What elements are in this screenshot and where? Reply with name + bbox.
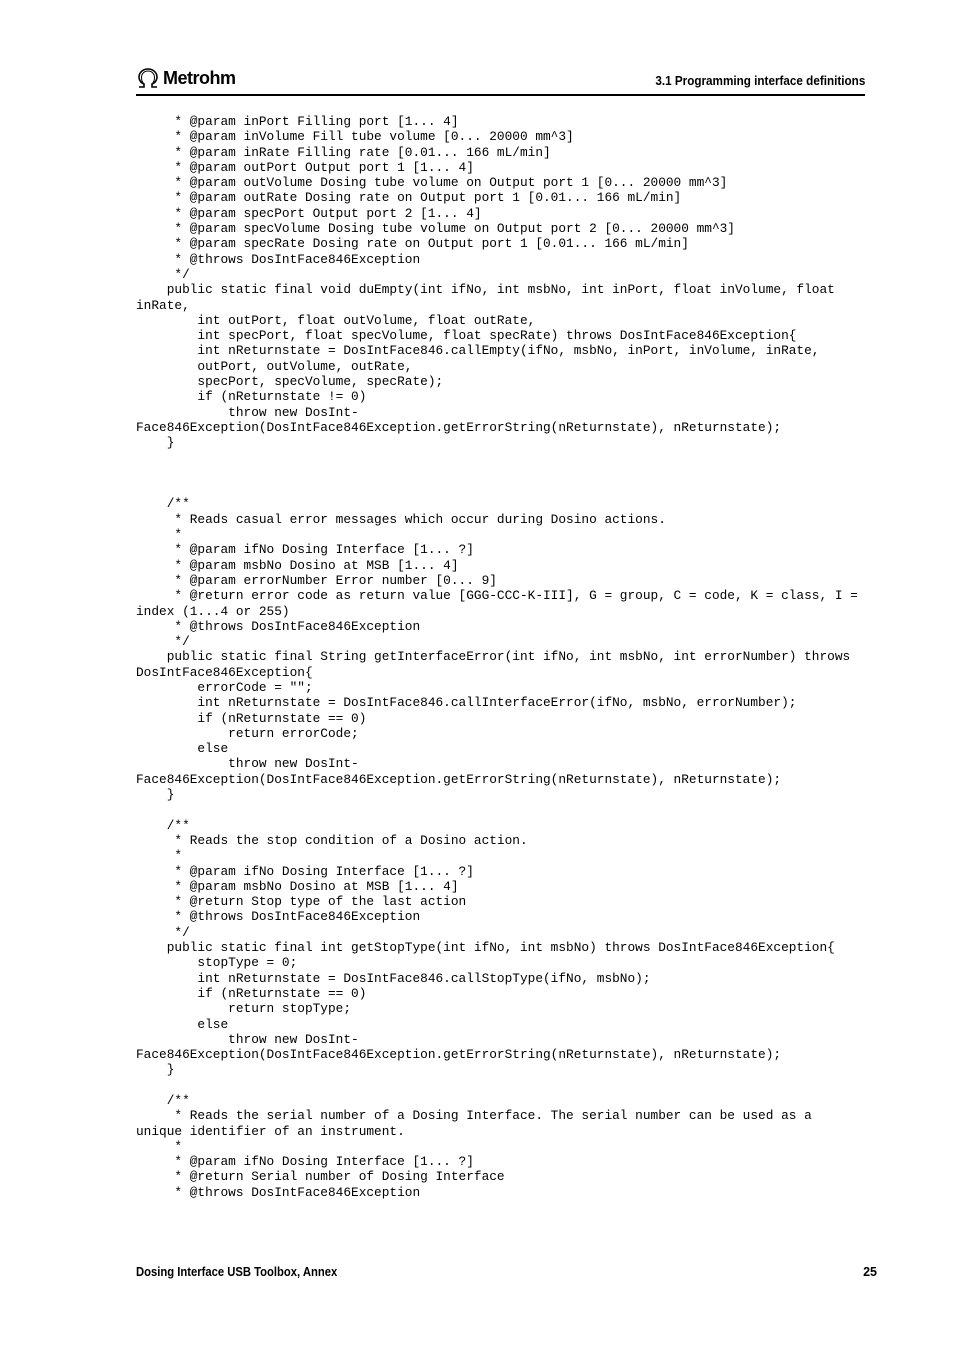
- logo-text: Metrohm: [163, 67, 236, 88]
- page-header: [136, 66, 865, 96]
- omega-logo-icon: [136, 67, 160, 89]
- footer-page-number: 25: [863, 1265, 877, 1279]
- metrohm-logo: [136, 66, 236, 90]
- footer-document-title: Dosing Interface USB Toolbox, Annex: [136, 1265, 338, 1279]
- section-title: 3.1 Programming interface definitions: [655, 73, 865, 88]
- code-listing: * @param inPort Filling port [1... 4] * @param inVolume Fill tube volume [0... 20000 mm^3] * @param inRate Filling rate [0.01... 166 mL/min] * @param outPort Output port 1 [1... 4] * @param outVolume Dosing tube volume on Output port 1 [0... 20000 mm^3] * @param outRate Dosing rate on Output port 1 [0.01... 166 mL/min] * @param specPort Output port 2 [1... 4] * @param specVolume Dosing tube volume on Output port 2 [0... 20000 mm^3] * @param specRate Dosing rate on Output port 1 [0.01... 166 mL/min] * @throws DosIntFace846Exception */ public static final void duEmpty(int ifNo, int msbNo, int inPort, float inVolume, float inRate, int outPort, float outVolume, float outRate, int specPort, float specVolume, float specRate) throws DosIntFace846Exception{ int nReturnstate = DosIntFace846.callEmpty(ifNo, msbNo, inPort, inVolume, inRate, outPort, outVolume, outRate, specPort, specVolume, specRate); if (nReturnstate != 0) throw new DosInt- Face846Exception(DosIntFace846Exception.getErrorString(nReturnstate), nReturnstate); } /** * Reads casual error messages which occur during Dosino actions. * * @param ifNo Dosing Interface [1... ?] * @param msbNo Dosino at MSB [1... 4] * @param errorNumber Error number [0... 9] * @return error code as return value [GGG-CCC-K-III], G = group, C = code, K = class, I = index (1...4 or 255) * @throws DosIntFace846Exception */ public static final String getInterfaceError(int ifNo, int msbNo, int errorNumber) throws DosIntFace846Exception{ errorCode = ""; int nReturnstate = DosIntFace846.callInterfaceError(ifNo, msbNo, errorNumber); if (nReturnstate == 0) return errorCode; else throw new DosInt- Face846Exception(DosIntFace846Exception.getErrorString(nReturnstate), nReturnstate); } /** * Reads the stop condition of a Dosino action. * * @param ifNo Dosing Interface [1... ?] * @param msbNo Dosino at MSB [1... 4] * @return Stop type of the last action * @throws DosIntFace846Exception */ public static final int getStopType(int ifNo, int msbNo) throws DosIntFace846Exception{ stopType = 0; int nReturnstate = DosIntFace846.callStopType(ifNo, msbNo); if (nReturnstate == 0) return stopType; else throw new DosInt- Face846Exception(DosIntFace846Exception.getErrorString(nReturnstate), nReturnstate); } /** * Reads the serial number of a Dosing Interface. The serial number can be used as a unique identifier of an instrument. * * @param ifNo Dosing Interface [1... ?] * @return Serial number of Dosing Interface * @throws DosIntFace846Exception: [136, 114, 858, 1200]
